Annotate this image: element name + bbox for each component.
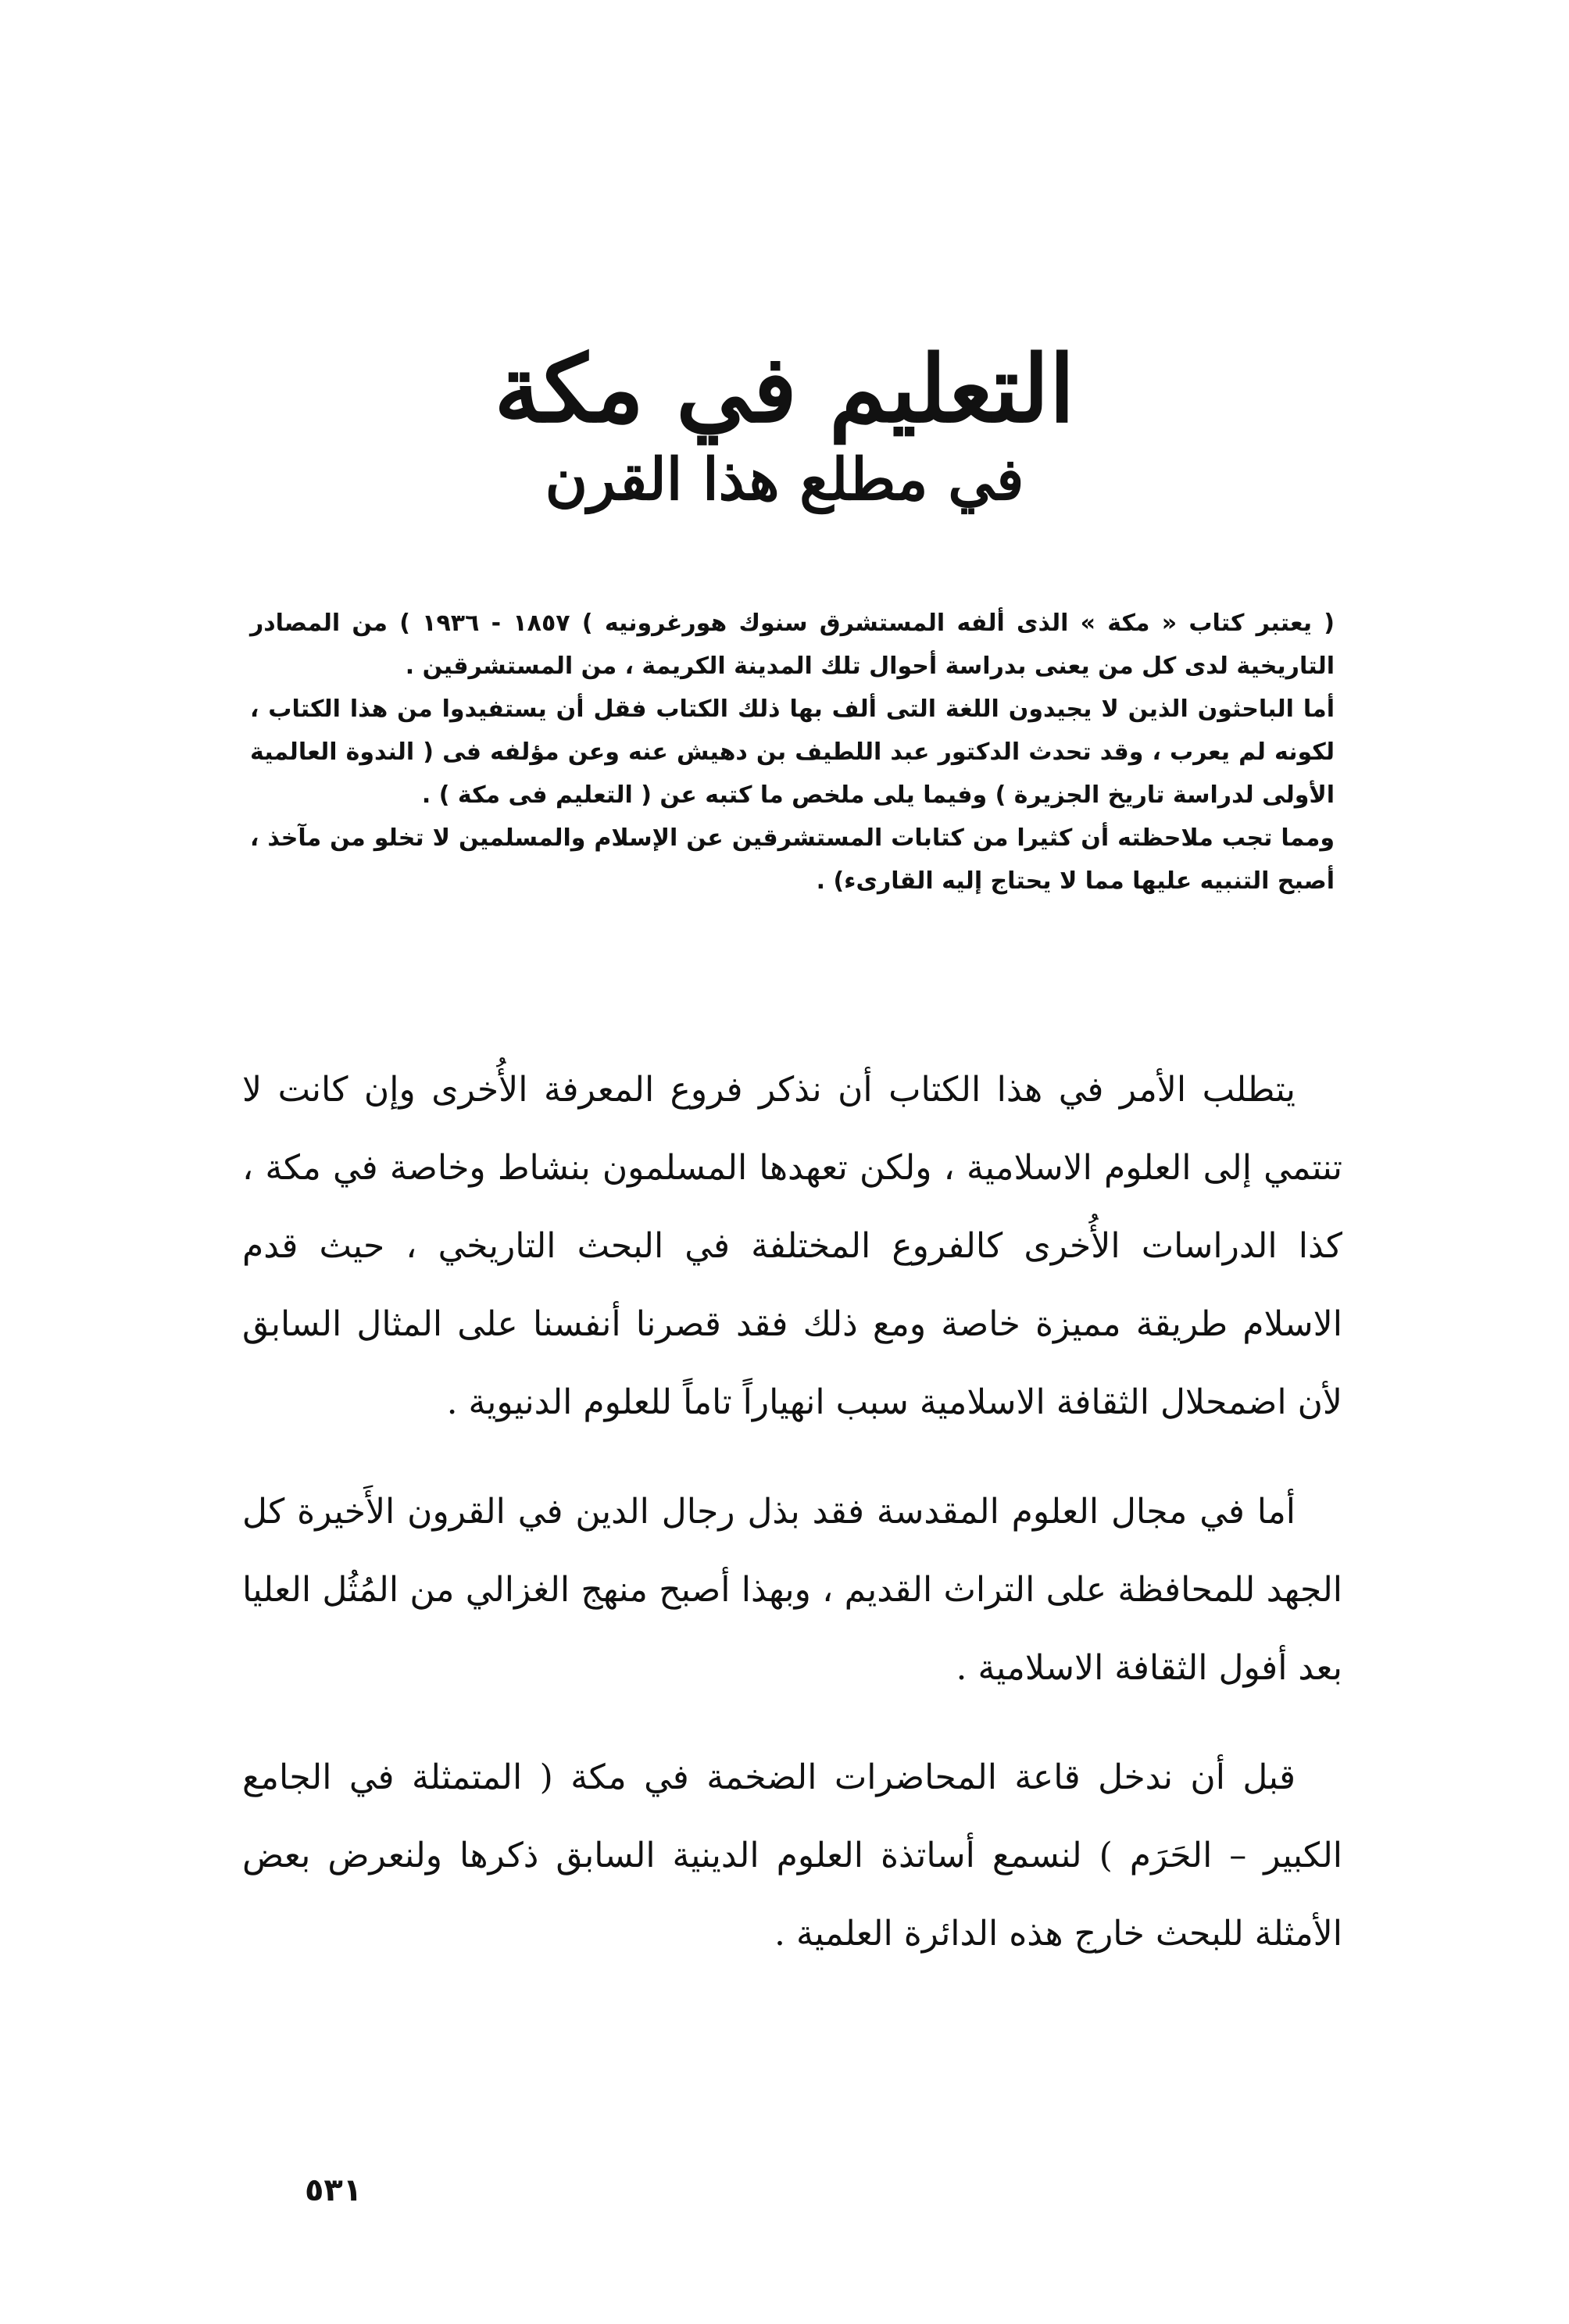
main-text bbox=[242, 1051, 1342, 1973]
page-number: ٥٣١ bbox=[305, 2172, 363, 2208]
title-block bbox=[0, 336, 1569, 514]
intro-paragraph-2: أما الباحثون الذين لا يجيدون اللغة التى ألف بها ذلك الكتاب فقل أن يستفيدوا من هذا الكتاب ، لكونه لم يعرب ، وقد تحدث الدكتور عبد اللطيف بن دهيش عنه وعن مؤلفه فى ( الندوة العالمية الأولى لدراسة تاريخ الجزيرة ) وفيما يلى ملخص ما كتبه عن ( التعليم فى مكة ) . bbox=[250, 695, 1335, 809]
body-paragraph-2: أما في مجال العلوم المقدسة فقد بذل رجال الدين في القرون الأَخيرة كل الجهد للمحافظة على التراث القديم ، وبهذا أصبح منهج الغزالي من المُثُل العليا بعد أفول الثقافة الاسلامية . bbox=[242, 1492, 1342, 1688]
intro-paragraph-3: ومما تجب ملاحظته أن كثيرا من كتابات المستشرقين عن الإسلام والمسلمين لا تخلو من مآخذ ، أصبح التنبيه عليها مما لا يحتاج إليه القارىء) . bbox=[250, 824, 1335, 895]
body-paragraph-1: يتطلب الأمر في هذا الكتاب أن نذكر فروع المعرفة الأُخرى وإن كانت لا تنتمي إلى العلوم الاسلامية ، ولكن تعهدها المسلمون بنشاط وخاصة في مكة ، كذا الدراسات الأُخرى كالفروع المختلفة في البحث التاريخي ، حيث قدم الاسلام طريقة مميزة خاصة ومع ذلك فقد قصرنا أنفسنا على المثال السابق لأن اضمحلال الثقافة الاسلامية سبب انهياراً تاماً للعلوم الدنيوية . bbox=[242, 1070, 1342, 1422]
body-paragraph-3: قبل أن ندخل قاعة المحاضرات الضخمة في مكة ( المتمثلة في الجامع الكبير – الحَرَم ) لنسمع أساتذة العلوم الدينية السابق ذكرها ولنعرض بعض الأمثلة للبحث خارج هذه الدائرة العلمية . bbox=[242, 1757, 1342, 1954]
intro-note bbox=[250, 602, 1335, 903]
page-title: التعليم في مكة bbox=[494, 334, 1075, 443]
intro-paragraph-1: ( يعتبر كتاب « مكة » الذى ألفه المستشرق سنوك هورغرونيه ) ١٨٥٧ - ١٩٣٦ ) من المصادر التاريخية لدى كل من يعنى بدراسة أحوال تلك المدينة الكريمة ، من المستشرقين . bbox=[250, 610, 1335, 680]
page-subtitle: في مطلع هذا القرن bbox=[545, 445, 1024, 513]
